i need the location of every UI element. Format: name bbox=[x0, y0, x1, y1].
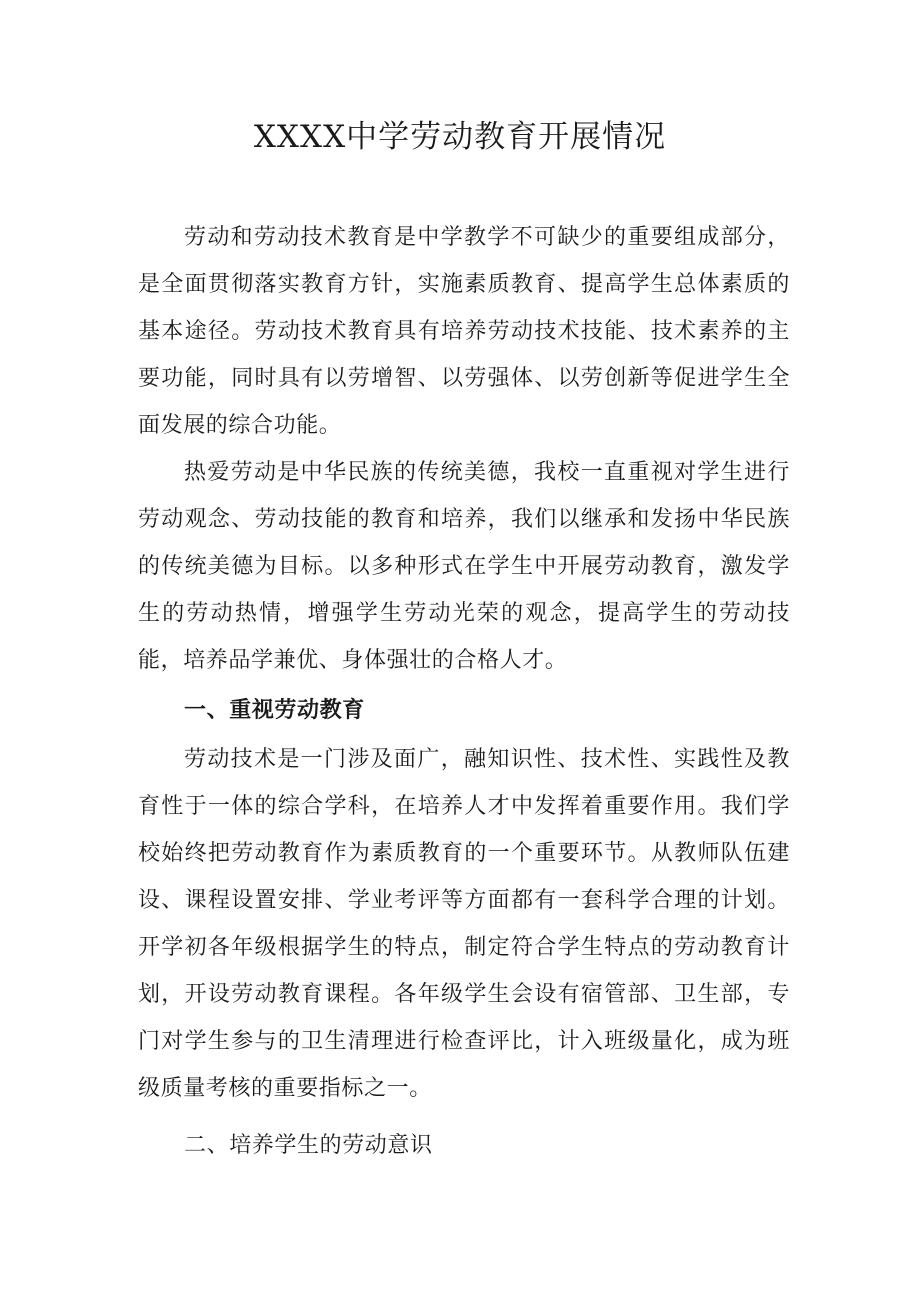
document-body bbox=[138, 214, 790, 1169]
document-title: XXXX中学劳动教育开展情况 bbox=[253, 119, 667, 155]
section-1-heading: 一、重视劳动教育 bbox=[184, 697, 365, 723]
section-2-heading: 二、培养学生的劳动意识 bbox=[184, 1133, 433, 1158]
intro-paragraph-2: 热爱劳动是中华民族的传统美德，我校一直重视对学生进行劳动观念、劳动技能的教育和培养，我们以继承和发扬中华民族的传统美德为目标。以多种形式在学生中开展劳动教育，激发学生的劳动热情，增强学生劳动光荣的观念，提高学生的劳动技能，培养品学兼优、身体强壮的合格人才。 bbox=[138, 460, 790, 673]
section-1-paragraph: 劳动技术是一门涉及面广，融知识性、技术性、实践性及教育性于一体的综合学科，在培养人才中发挥着重要作用。我们学校始终把劳动教育作为素质教育的一个重要环节。从教师队伍建设、课程设置安排、学业考评等方面都有一套科学合理的计划。开学初各年级根据学生的特点，制定符合学生特点的劳动教育计划，开设劳动教育课程。各年级学生会设有宿管部、卫生部，专门对学生参与的卫生清理进行检查评比，计入班级量化，成为班级质量考核的重要指标之一。 bbox=[138, 747, 790, 1101]
intro-paragraph-1: 劳动和劳动技术教育是中学教学不可缺少的重要组成部分，是全面贯彻落实教育方针，实施素质教育、提高学生总体素质的基本途径。劳动技术教育具有培养劳动技术技能、技术素养的主要功能，同时具有以劳增智、以劳强体、以劳创新等促进学生全面发展的综合功能。 bbox=[138, 225, 790, 438]
